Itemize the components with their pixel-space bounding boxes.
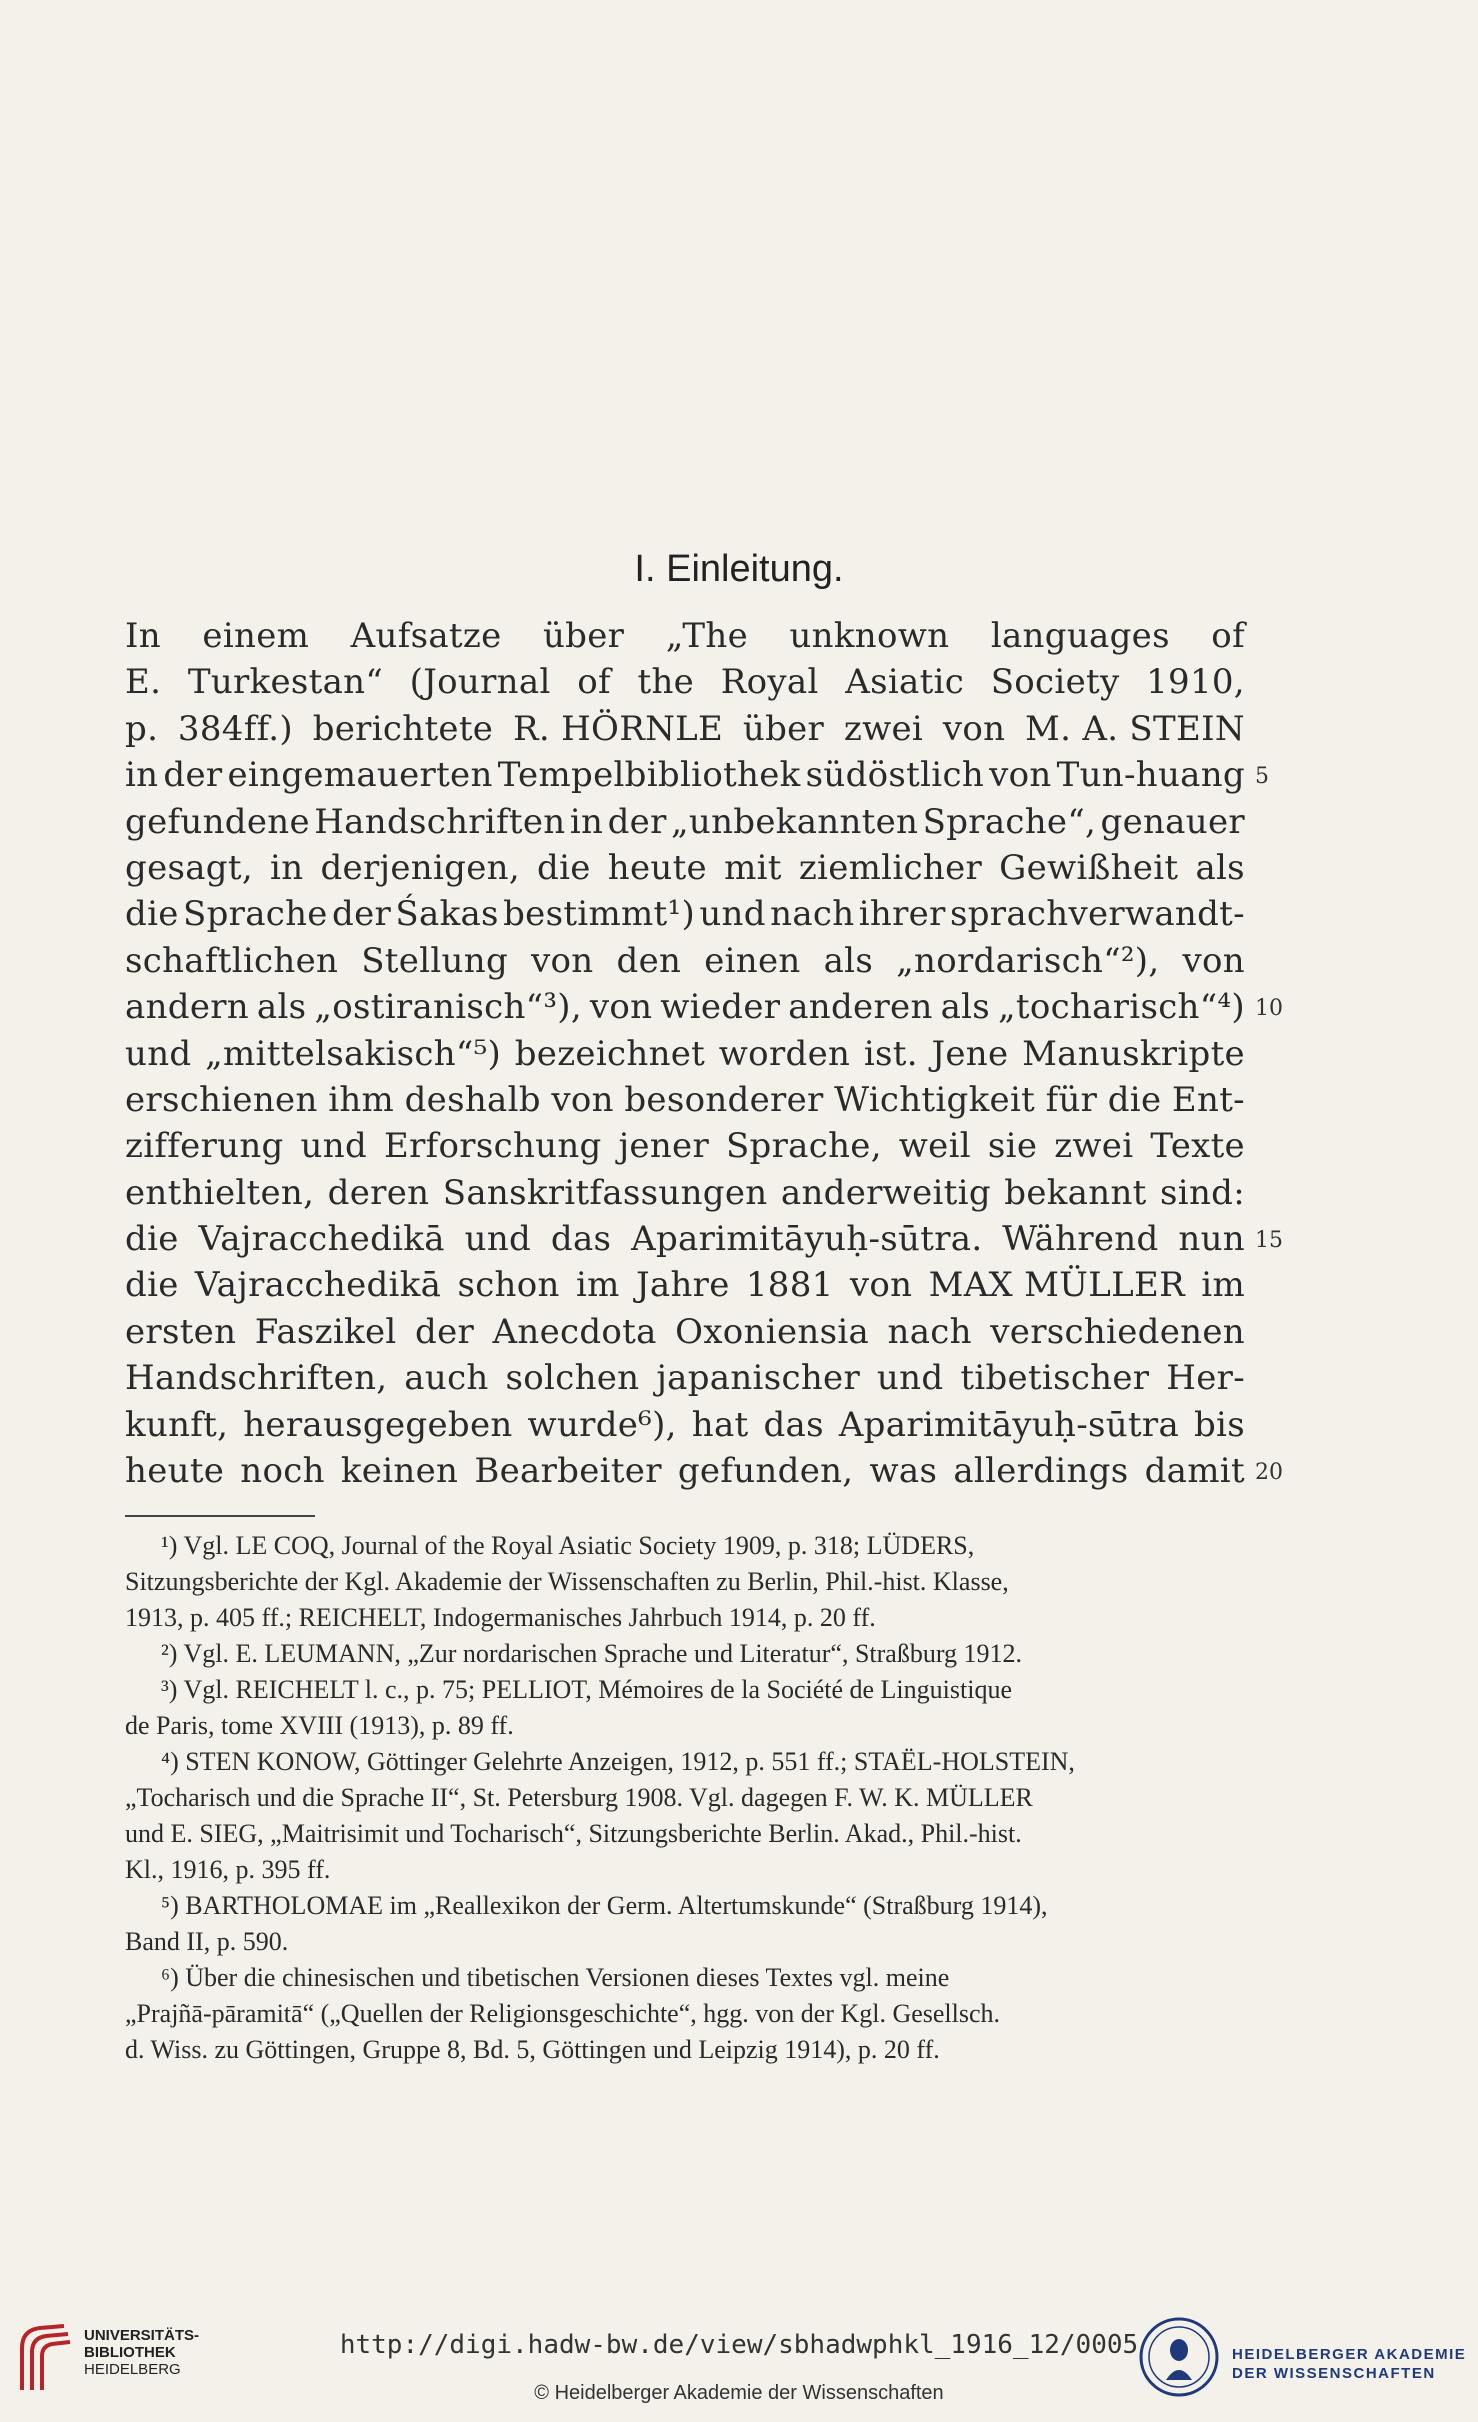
footnote [125,1636,1245,1672]
body-line [125,799,1245,845]
word: mit [724,847,782,888]
word: Während [1002,1219,1159,1260]
word: kunft, [125,1404,229,1445]
word: schon [457,1265,560,1306]
academy-name [1232,2345,1466,2383]
word: Ent- [1171,1079,1245,1120]
body-line [125,659,1245,705]
body-line [125,613,1245,659]
word: anderweitig [780,1172,991,1213]
word: solchen [505,1358,640,1399]
word: Tempelbibliothek [497,755,801,796]
academy-seal-icon [1138,2316,1220,2398]
word: der [332,894,392,935]
word: Aparimitāyuḥ-sūtra [838,1404,1180,1445]
word: hat [691,1404,749,1445]
word: als [1195,847,1245,888]
word: den [616,940,682,981]
word: Bearbeiter [474,1451,662,1492]
word: Sprache“, [922,801,1097,842]
word: M. A. STEIN [1025,708,1245,749]
body-line [125,1262,1245,1308]
word: ersten [125,1311,237,1352]
footnote-line: ³) Vgl. REICHELT l. c., p. 75; PELLIOT, Mémoires de la Société de Linguistique [161,1675,1012,1704]
word: genauer [1100,801,1245,842]
permalink-url[interactable]: http://digi.hadw-bw.de/view/sbhadwphkl_1916_12/0005 [339,2330,1139,2360]
word: andern [125,987,250,1028]
footnote-line: „Prajñā-pāramitā“ („Quellen der Religionsgeschichte“, hgg. von der Kgl. Gesellsch. [125,1999,1001,2028]
library-name-line-2: BIBLIOTHEK [84,2344,176,2361]
word: p. [125,708,159,749]
word: Jahre [635,1265,730,1306]
word: bekannt [1004,1172,1147,1213]
body-line [125,1031,1245,1077]
word: Manuskripte [1022,1033,1245,1074]
word: „The [665,616,748,656]
word: In [125,616,161,656]
word: Gewißheit [999,847,1179,888]
word: languages [990,616,1170,656]
word: ziemlicher [798,847,983,888]
body-line [125,1170,1245,1216]
word: was [869,1451,938,1492]
word: 1881 [745,1265,834,1306]
word: für [1045,1079,1098,1120]
word: auch [404,1358,489,1399]
word: Oxoniensia [675,1311,870,1352]
word: worden [718,1033,851,1074]
body-line [125,1309,1245,1355]
word: über [742,708,825,749]
body-line [125,1077,1245,1123]
word: die [125,894,179,935]
chapter-heading: I. Einleitung. [634,548,844,590]
word: von [942,708,1006,749]
word: Aufsatze [350,616,502,656]
word: und [876,1358,944,1399]
body-text [125,613,1245,1494]
word: Erforschung [383,1126,602,1167]
body-line [125,752,1245,798]
word: (Journal [409,662,551,703]
line-number: 10 [1255,996,1283,1022]
word: Texte [1150,1126,1245,1167]
word: the [637,662,695,703]
word: bestimmt¹) [503,894,696,935]
footnote [125,1528,1245,1636]
word: anderen [788,987,933,1028]
body-line [125,1355,1245,1401]
word: Royal [720,662,819,703]
word: zifferung [125,1126,284,1167]
word: enthielten, [125,1172,315,1213]
academy-name-line-1: HEIDELBERGER AKADEMIE [1232,2346,1467,2363]
word: gefunden, [677,1451,854,1492]
word: und [300,1126,368,1167]
footnote-line: und E. SIEG, „Maitrisimit und Tocharisch“, Sitzungsberichte Berlin. Akad., Phil.-hist. [125,1819,1022,1848]
word: nach [887,1311,972,1352]
word: E. [125,662,162,703]
body-line [125,938,1245,984]
footnote [125,1744,1245,1888]
word: die [125,1265,179,1306]
word: das [763,1404,824,1445]
footnote [125,1672,1245,1744]
word: bis [1193,1404,1245,1445]
word: über [542,616,625,656]
word: jener [618,1126,709,1167]
word: allerdings [953,1451,1129,1492]
word: von [551,1079,614,1120]
academy-name-line-2: DER WISSENSCHAFTEN [1232,2365,1436,2382]
word: und [699,894,766,935]
footnote-line: „Tocharisch und die Sprache II“, St. Petersburg 1908. Vgl. dagegen F. W. K. MÜLLER [125,1783,1033,1812]
footnote-line: Band II, p. 590. [125,1927,289,1956]
word: heute [607,847,707,888]
word: zwei [1054,1126,1134,1167]
word: Tun-huang [1056,755,1245,796]
word: und [464,1219,532,1260]
word: die [537,847,591,888]
word: of [577,662,611,703]
line-number: 20 [1255,1460,1283,1486]
footnote-rule [125,1515,315,1517]
word: „nordarisch“²), [896,940,1160,981]
word: of [1211,616,1245,656]
word: wieder [660,987,781,1028]
word: von [1182,940,1245,981]
footnote-line: Kl., 1916, p. 395 ff. [125,1855,331,1884]
word: der [163,755,223,796]
word: tibetischer [960,1358,1150,1399]
word: nach [770,894,855,935]
footnote-line: 1913, p. 405 ff.; REICHELT, Indogermanisches Jahrbuch 1914, p. 20 ff. [125,1603,876,1632]
word: verschiedenen [990,1311,1245,1352]
body-line [125,1216,1245,1262]
word: in [125,755,159,796]
word: Her- [1166,1358,1245,1399]
word: ihm [328,1079,395,1120]
word: ihrer [858,894,946,935]
word: Society [990,662,1120,703]
word: „unbekannten [671,801,919,842]
word: „tocharisch“⁴) [997,987,1245,1028]
word: keinen [340,1451,459,1492]
word: heute [125,1451,225,1492]
word: das [550,1219,612,1260]
word: Sprache [182,894,328,935]
word: ist. [863,1033,918,1074]
footnote-line: ⁶) Über die chinesischen und tibetischen Versionen dieses Textes vgl. meine [161,1963,950,1992]
word: sie [987,1126,1038,1167]
footnote [125,1888,1245,1960]
word: von [531,940,594,981]
word: gesagt, [125,847,253,888]
word: der [415,1311,475,1352]
footnote-line: Sitzungsberichte der Kgl. Akademie der Wissenschaften zu Berlin, Phil.-hist. Klasse, [125,1567,1009,1596]
body-line [125,706,1245,752]
word: wurde⁶), [527,1404,677,1445]
word: zwei [843,708,924,749]
word: berichtete [312,708,494,749]
footnote-line: ⁵) BARTHOLOMAE im „Reallexikon der Germ. Altertumskunde“ (Straßburg 1914), [161,1891,1048,1920]
word: gefundene [125,801,310,842]
word: als [256,987,307,1028]
line-number: 15 [1255,1228,1283,1254]
word: Wichtigkeit [834,1079,1036,1120]
word: von [589,987,653,1028]
word: Handschriften [314,801,566,842]
word: im [1201,1265,1245,1306]
body-line [125,1123,1245,1169]
word: eingemauerten [227,755,493,796]
body-line [125,891,1245,937]
word: Asiatic [845,662,965,703]
word: einen [704,940,801,981]
word: Sanskritfassungen [442,1172,768,1213]
word: Vajracchedikā [194,1265,442,1306]
word: herausgegeben [243,1404,513,1445]
word: erschienen [125,1079,318,1120]
word: damit [1144,1451,1245,1492]
footnote-line: ⁴) STEN KONOW, Göttinger Gelehrte Anzeigen, 1912, p. 551 ff.; STAËL-HOLSTEIN, [161,1747,1075,1776]
word: MAX MÜLLER [928,1265,1186,1306]
word: in [270,847,304,888]
footnote-line: ¹) Vgl. LE COQ, Journal of the Royal Asiatic Society 1909, p. 318; LÜDERS, [161,1531,975,1560]
word: von [989,755,1052,796]
word: die [125,1219,179,1260]
word: von [849,1265,913,1306]
word: Śakas [395,894,499,935]
word: sprachverwandt- [949,894,1245,935]
word: Anecdota [492,1311,657,1352]
footnote [125,1960,1245,2068]
word: Turkestan“ [187,662,384,703]
word: schaftlichen [125,940,339,981]
word: besonderer [624,1079,824,1120]
word: sind: [1160,1172,1245,1213]
library-name-line-1: UNIVERSITÄTS- [84,2327,200,2344]
word: „ostiranisch“³), [314,987,582,1028]
copyright-notice: © Heidelberger Akademie der Wissenschaften [534,2382,944,2404]
body-line [125,984,1245,1030]
word: unknown [789,616,950,656]
word: 384ff.) [177,708,293,749]
body-line [125,1402,1245,1448]
word: weil [898,1126,971,1167]
word: im [575,1265,620,1306]
footnote-line: d. Wiss. zu Göttingen, Gruppe 8, Bd. 5, Göttingen und Leipzig 1914), p. 20 ff. [125,2035,940,2064]
word: noch [240,1451,325,1492]
word: und [125,1033,192,1074]
footnote-line: de Paris, tome XVIII (1913), p. 89 ff. [125,1711,514,1740]
word: deren [327,1172,430,1213]
body-line [125,845,1245,891]
word: Vajracchedikā [198,1219,445,1260]
word: bezeichnet [514,1033,706,1074]
word: einem [202,616,310,656]
word: japanischer [656,1358,860,1399]
word: Jene [931,1033,1009,1074]
word: R. HÖRNLE [512,708,724,749]
word: „mittelsakisch“⁵) [205,1033,502,1074]
word: Faszikel [254,1311,397,1352]
word: Aparimitāyuḥ-sūtra. [631,1219,983,1260]
footnote-line: ²) Vgl. E. LEUMANN, „Zur nordarischen Sprache und Literatur“, Straßburg 1912. [161,1639,1023,1668]
word: deshalb [404,1079,541,1120]
word: Stellung [361,940,509,981]
body-line [125,1448,1245,1494]
word: südöstlich [805,755,985,796]
line-number: 5 [1255,764,1269,790]
word: nun [1178,1219,1245,1260]
word: Sprache, [725,1126,882,1167]
word: Handschriften, [125,1358,388,1399]
word: die [1107,1079,1162,1120]
word: derjenigen, [320,847,520,888]
word: der [607,801,667,842]
word: 1910, [1146,662,1245,703]
footnotes [125,1528,1245,2068]
word: in [569,801,604,842]
library-city: HEIDELBERG [84,2361,181,2378]
word: als [823,940,874,981]
word: als [940,987,991,1028]
